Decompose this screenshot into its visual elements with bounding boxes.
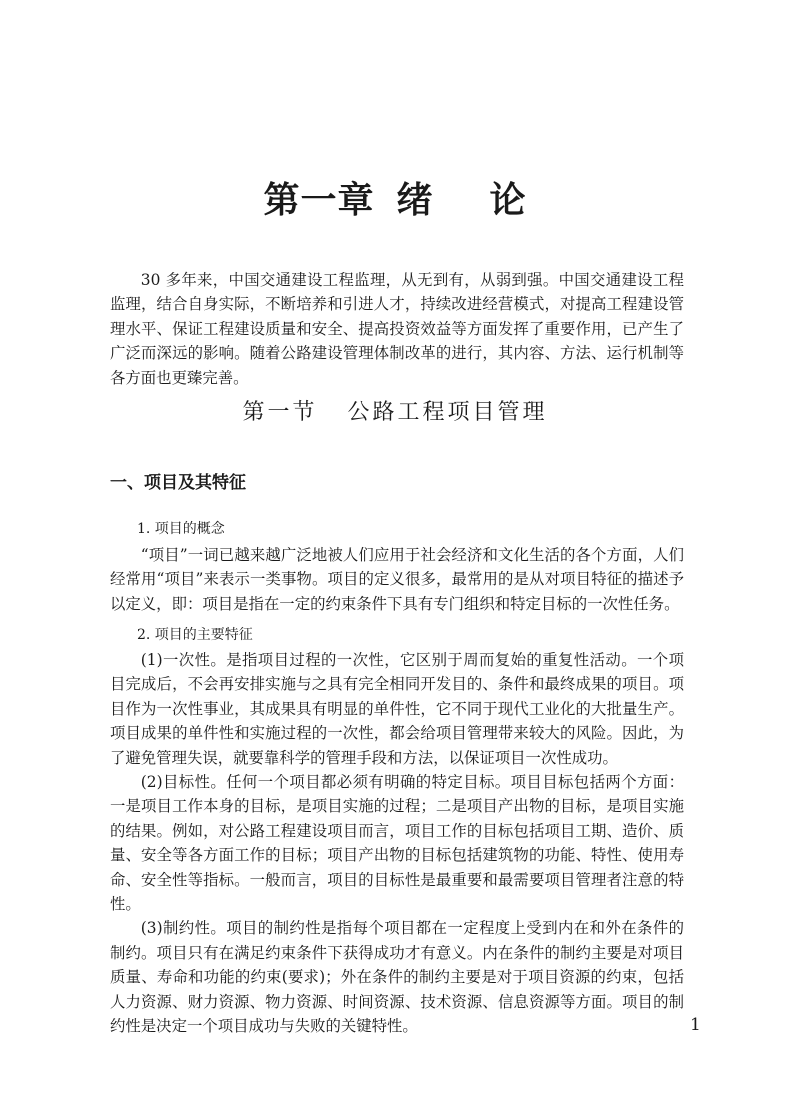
section-title (0, 398, 790, 428)
feature-paragraph-constraint: (3)制约性。项目的制约性是指每个项目都在一定程度上受到内在和外在条件的制约。项目只有在满足约束条件下获得成功才有意义。内在条件的制约主要是对项目质量、寿命和功能的约束(要求)；外在条件的制约主要是对于项目资源的约束，包括人力资源、财力资源、物力资源、时间资源、技术资源、信息资源等方面。项目的制约性是决定一个项目成功与失败的关键特性。 (110, 919, 684, 1036)
project-concept-paragraph: “项目”一词已越来越广泛地被人们应用于社会经济和文化生活的各个方面，人们经常用“项目”来表示一类事物。项目的定义很多，最常用的是从对项目特征的描述予以定义，即：项目是指在一定的约束条件下具有专门组织和特定目标的一次性任务。 (110, 546, 684, 613)
project-concept-block (110, 543, 684, 616)
subheading-project-concept: 1. 项目的概念 (137, 521, 225, 537)
intro-paragraph: 30 多年来，中国交通建设工程监理，从无到有，从弱到强。中国交通建设工程监理，结合自身实际，不断培养和引进人才，持续改进经营模式，对提高工程建设管理水平、保证工程建设质量和安全、提高投资效益等方面发挥了重要作用，已产生了广泛而深远的影响。随着公路建设管理体制改革的进行，其内容、方法、运行机制等各方面也更臻完善。 (110, 271, 684, 387)
feature-paragraph-goal: (2)目标性。任何一个项目都必须有明确的特定目标。项目目标包括两个方面：一是项目工作本身的目标，是项目实施的过程；二是项目产出物的目标，是项目实施的结果。例如，对公路工程建设项目而言，项目工作的目标包括项目工期、造价、质量、安全等各方面工作的目标；项目产出物的目标包括建筑物的功能、特性、使用寿命、安全性等指标。一般而言，项目的目标性是最重要和最需要项目管理者注意的特性。 (110, 773, 684, 914)
subheading-main-features: 2. 项目的主要特征 (137, 627, 253, 643)
chapter-title-char-2: 论 (489, 180, 527, 221)
chapter-title-char-1: 绪 (396, 180, 434, 221)
section-name: 公路工程项目管理 (347, 400, 548, 425)
page-number: 1 (690, 1015, 701, 1035)
feature-paragraph-uniqueness: (1)一次性。是指项目过程的一次性，它区别于周而复始的重复性活动。一个项目完成后，不会再安排实施与之具有完全相同开发目的、条件和最终成果的项目。项目作为一次性事业，其成果具有明显的单件性，它不同于现代工业化的大批量生产。项目成果的单件性和实施过程的一次性，都会给项目管理带来较大的风险。因此，为了避免管理失误，就要靠科学的管理手段和方法，以保证项目一次性成功。 (110, 651, 684, 767)
section-number: 第一节 (242, 400, 318, 425)
intro-block (110, 268, 684, 390)
chapter-number: 第一章 (263, 180, 375, 221)
heading-project-features: 一、项目及其特征 (110, 473, 246, 493)
main-features-block (110, 648, 684, 1039)
chapter-title (0, 178, 790, 224)
